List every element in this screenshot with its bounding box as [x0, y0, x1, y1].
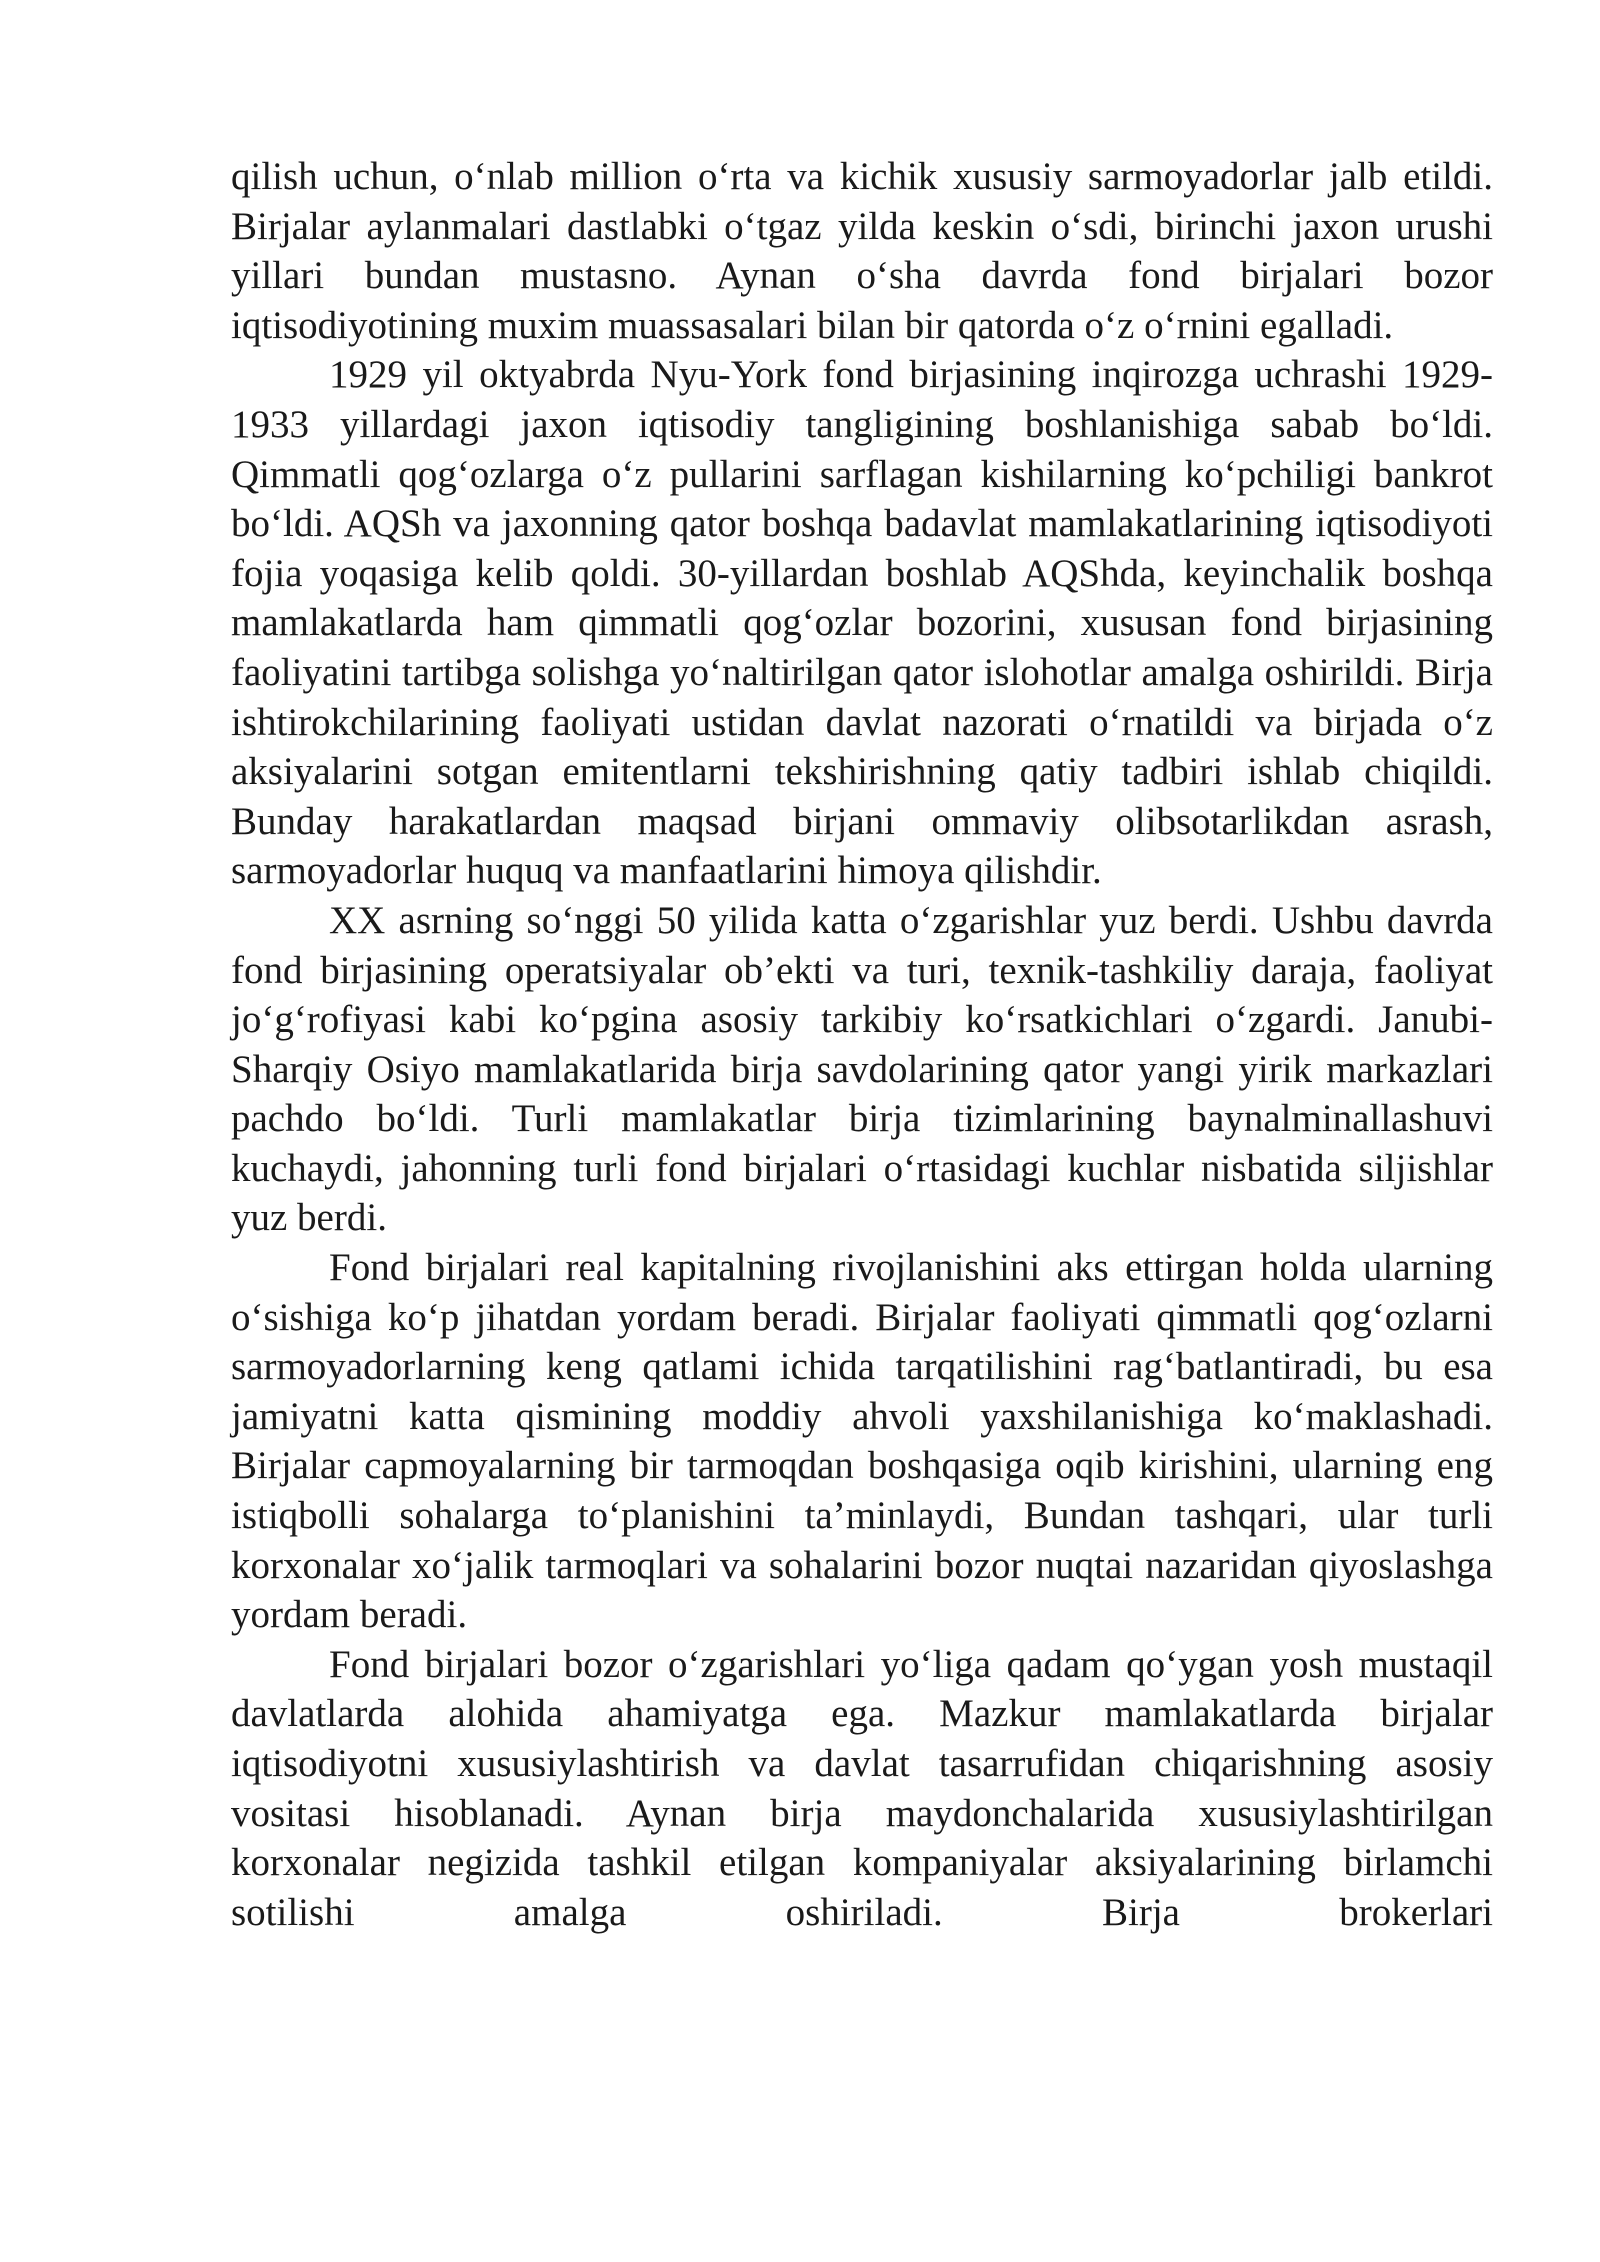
- paragraph-5: Fond birjalari bozor o‘zgarishlari yo‘liga qadam qo‘ygan yosh mustaqil davlatlarda alohida ahamiyatga ega. Mazkur mamlakatlarda birjalar iqtisodiyotni xususiylashtirish va davlat tasarrufidan chiqarishning asosiy vositasi hisoblanadi. Aynan birja maydonchalarida xususiylashtirilgan korxonalar negizida tashkil etilgan kompaniyalar aksiyalarining birlamchi sotilishi amalga oshiriladi. Birja brokerlari: [231, 1642, 1493, 1934]
- paragraph-2: 1929 yil oktyabrda Nyu-York fond birjasining inqirozga uchrashi 1929-1933 yillardagi jaxon iqtisodiy tangligining boshlanishiga sabab bo‘ldi. Qimmatli qog‘ozlarga o‘z pullarini sarflagan kishilarning ko‘pchiligi bankrot bo‘ldi. AQSh va jaxonning qator boshqa badavlat mamlakatlarining iqtisodiyoti fojia yoqasiga kelib qoldi. 30-yillardan boshlab AQShda, keyinchalik boshqa mamlakatlarda ham qimmatli qog‘ozlar bozorini, xususan fond birjasining faoliyatini tartibga solishga yo‘naltirilgan qator islohotlar amalga oshirildi. Birja ishtirokchilarining faoliyati ustidan davlat nazorati o‘rnatildi va birjada o‘z aksiyalarini sotgan emitentlarni tekshirishning qatiy tadbiri ishlab chiqildi. Bunday harakatlardan maqsad birjani ommaviy olibsotarlikdan asrash, sarmoyadorlar huquq va manfaatlarini himoya qilishdir.: [231, 353, 1493, 893]
- paragraph-1: qilish uchun, o‘nlab million o‘rta va kichik xususiy sarmoyadorlar jalb etildi. Birjalar aylanmalari dastlabki o‘tgaz yilda keskin o‘sdi, birinchi jaxon urushi yillari bundan mustasno. Aynan o‘sha davrda fond birjalari bozor iqtisodiyotining muxim muassasalari bilan bir qatorda o‘z o‘rnini egalladi.: [231, 155, 1493, 347]
- paragraph-3: XX asrning so‘nggi 50 yilida katta o‘zgarishlar yuz berdi. Ushbu davrda fond birjasining operatsiyalar ob’ekti va turi, texnik-tashkiliy daraja, faoliyat jo‘g‘rofiyasi kabi ko‘pgina asosiy tarkibiy ko‘rsatkichlari o‘zgardi. Janubi-Sharqiy Osiyo mamlakatlarida birja savdolarining qator yangi yirik markazlari pachdo bo‘ldi. Turli mamlakatlar birja tizimlarining baynalminallashuvi kuchaydi, jahonning turli fond birjalari o‘rtasidagi kuchlar nisbatida siljishlar yuz berdi.: [231, 898, 1493, 1240]
- paragraph-4: Fond birjalari real kapitalning rivojlanishini aks ettirgan holda ularning o‘sishiga ko‘p jihatdan yordam beradi. Birjalar faoliyati qimmatli qog‘ozlarni sarmoyadorlarning keng qatlami ichida tarqatilishini rag‘batlantiradi, bu esa jamiyatni katta qismining moddiy ahvoli yaxshilanishiga ko‘maklashadi. Birjalar capmoyalarning bir tarmoqdan boshqasiga oqib kirishini, ularning eng istiqbolli sohalarga to‘planishini ta’minlaydi, Bundan tashqari, ular turli korxonalar xo‘jalik tarmoqlari va sohalarini bozor nuqtai nazaridan qiyoslashga yordam beradi.: [231, 1246, 1493, 1637]
- document-page: [231, 152, 1493, 1937]
